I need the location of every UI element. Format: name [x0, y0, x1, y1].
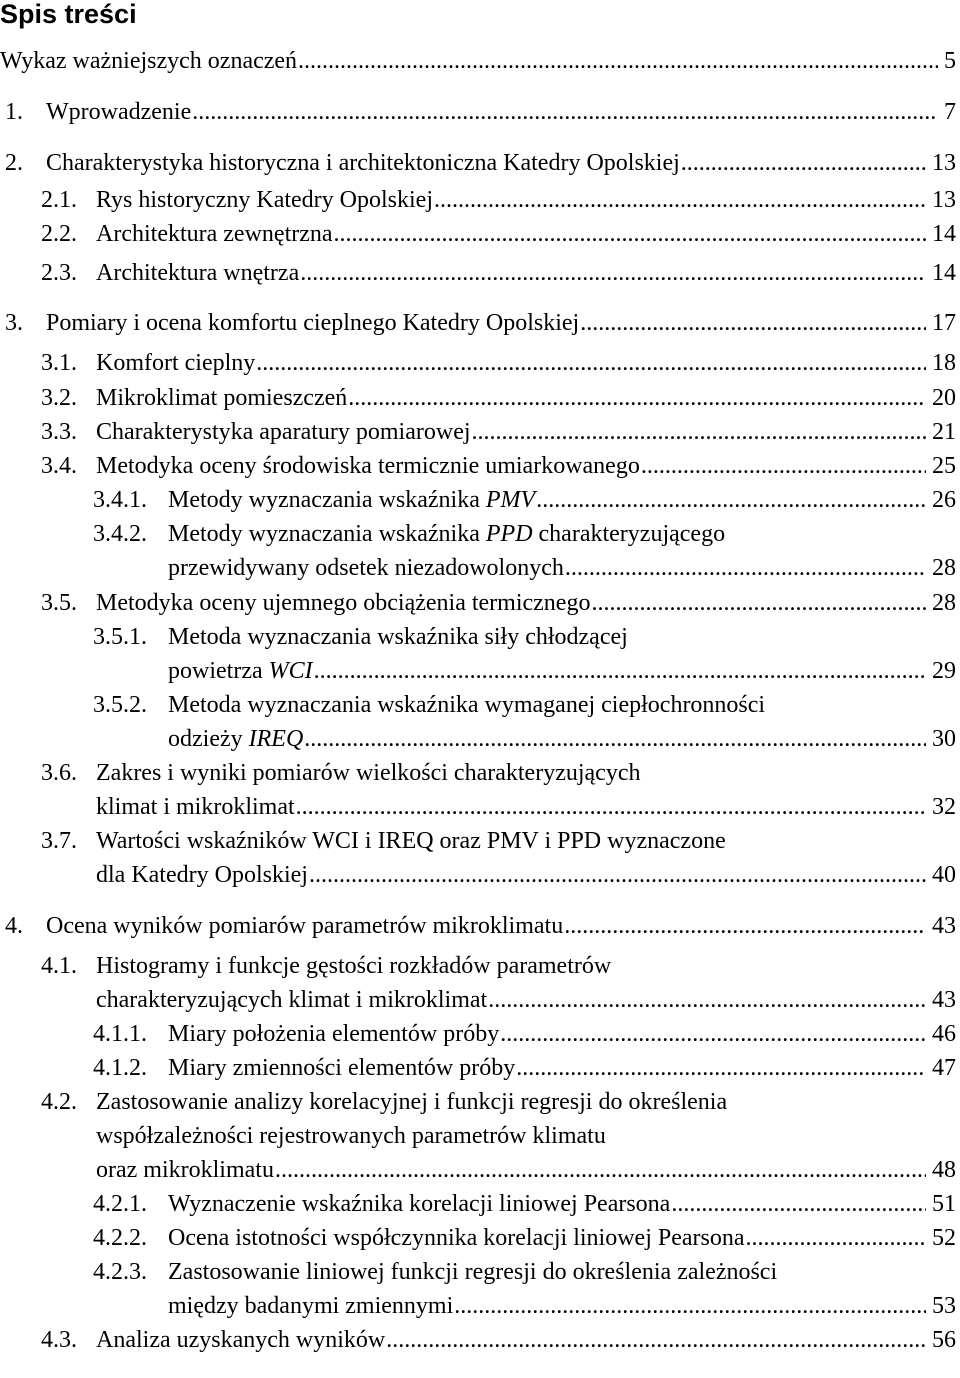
dot-leader: [536, 483, 926, 517]
toc-entry[interactable]: [0, 688, 956, 756]
toc-entry-title: [168, 517, 956, 585]
toc-entry[interactable]: [0, 949, 956, 1017]
toc-entry-number: 2.1.: [41, 187, 77, 213]
toc-entry-number: 4.1.2.: [93, 1055, 147, 1081]
toc-entry-number: 3.2.: [41, 385, 77, 411]
toc-entry-title-text: Ocena istotności współczynnika korelacji liniowej Pearsona: [168, 1225, 745, 1251]
toc-entry[interactable]: [0, 44, 956, 78]
toc-entry[interactable]: [0, 1221, 956, 1255]
toc-entry-title: [96, 824, 956, 892]
toc-entry-title-line: [168, 722, 956, 756]
toc-entry-title-text: Metoda wyznaczania wskaźnika wymaganej ciepłochronności: [168, 692, 766, 718]
toc-entry[interactable]: [0, 346, 956, 380]
toc-entry-title-line: [168, 517, 956, 551]
toc-entry-title: [168, 1051, 956, 1085]
toc-entry-title-text: Mikroklimat pomieszczeń: [96, 385, 348, 411]
toc-entry-title-line: [96, 1085, 956, 1119]
toc-entry-title: [46, 306, 956, 340]
toc-entry-number: 3.6.: [41, 760, 77, 786]
toc-entry-page-number: 5: [944, 48, 956, 74]
toc-entry[interactable]: [0, 1051, 956, 1085]
toc-entry-page-number: 18: [932, 350, 956, 376]
toc-entry-title-text: Histogramy i funkcje gęstości rozkładów parametrów: [96, 953, 612, 979]
toc-entry-title: [168, 1187, 956, 1221]
toc-entry[interactable]: [0, 1187, 956, 1221]
toc-entry-number: 4.1.: [41, 953, 77, 979]
toc-entry-title-text: odzieży IREQ: [168, 726, 304, 752]
toc-entry-number: 4.2.3.: [93, 1259, 147, 1285]
toc-entry[interactable]: [0, 909, 956, 943]
toc-entry[interactable]: [0, 1017, 956, 1051]
toc-entry-title: [0, 44, 956, 78]
toc-entry[interactable]: [0, 756, 956, 824]
toc-entry[interactable]: [0, 217, 956, 251]
toc-entry-title-text: Pomiary i ocena komfortu cieplnego Katedry Opolskiej: [46, 310, 580, 336]
toc-entry-number: 2.: [5, 150, 23, 176]
toc-entry-page-number: 26: [932, 487, 956, 513]
dot-leader: [671, 1187, 926, 1221]
toc-entry[interactable]: [0, 306, 956, 340]
toc-entry[interactable]: [0, 1255, 956, 1323]
toc-entry-page-number: 51: [932, 1191, 956, 1217]
toc-entry-title-line: [96, 756, 956, 790]
toc-entry-page-number: 13: [932, 187, 956, 213]
toc-entry[interactable]: [0, 415, 956, 449]
toc-entry-title-line: [168, 483, 956, 517]
toc-entry-page-number: 43: [932, 913, 956, 939]
toc-entry[interactable]: [0, 1323, 956, 1357]
dot-leader: [304, 722, 926, 756]
toc-entry-page-number: 21: [932, 419, 956, 445]
toc-entry-title-line: [46, 95, 956, 129]
toc-entry-title: [96, 949, 956, 1017]
toc-entry-number: 1.: [5, 99, 23, 125]
dot-leader: [348, 381, 926, 415]
toc-entry-number: 2.3.: [41, 260, 77, 286]
toc-entry-title: [96, 183, 956, 217]
toc-entry-number: 3.7.: [41, 828, 77, 854]
toc-entry-title: [168, 620, 956, 688]
toc-entry-title-text: przewidywany odsetek niezadowolonych: [168, 555, 564, 581]
toc-entry-page-number: 43: [932, 987, 956, 1013]
toc-entry-number: 4.2.: [41, 1089, 77, 1115]
toc-entry-title-text: Miary położenia elementów próby: [168, 1021, 500, 1047]
toc-entry-title: [96, 217, 956, 251]
toc-entry[interactable]: [0, 256, 956, 290]
toc-entry-title: [96, 1323, 956, 1357]
toc-entry-title-line: [96, 449, 956, 483]
dot-leader: [591, 586, 926, 620]
toc-entry-title-text: Wartości wskaźników WCI i IREQ oraz PMV i PPD wyznaczone: [96, 828, 726, 854]
toc-entry-title: [96, 256, 956, 290]
toc-entry[interactable]: [0, 620, 956, 688]
toc-entry-page-number: 40: [932, 862, 956, 888]
toc-entry-title-text: Wykaz ważniejszych oznaczeń: [0, 48, 298, 74]
dot-leader: [300, 256, 926, 290]
toc-entry-title-line: [168, 1289, 956, 1323]
toc-entry-title: [96, 449, 956, 483]
toc-entry-page-number: 48: [932, 1157, 956, 1183]
toc-entry-page-number: 14: [932, 260, 956, 286]
toc-entry-title: [168, 1017, 956, 1051]
dot-leader: [564, 909, 926, 943]
toc-entry-page-number: 47: [932, 1055, 956, 1081]
toc-entry-title: [96, 586, 956, 620]
toc-entry-title-line: [168, 1051, 956, 1085]
toc-entry-page-number: 28: [932, 555, 956, 581]
dot-leader: [434, 183, 926, 217]
toc-entry-title-line: [96, 586, 956, 620]
toc-entry-title: [46, 909, 956, 943]
dot-leader: [472, 415, 926, 449]
toc-entry-title-line: [96, 346, 956, 380]
toc-entry-title-line: [0, 44, 956, 78]
toc-entry-title: [96, 415, 956, 449]
dot-leader: [746, 1221, 926, 1255]
toc-entry-title-line: [96, 1153, 956, 1187]
toc-entry-page-number: 30: [932, 726, 956, 752]
toc-entry[interactable]: [0, 824, 956, 892]
dot-leader: [565, 551, 926, 585]
toc-entry-title-line: [168, 1187, 956, 1221]
toc-entry-title-text: Miary zmienności elementów próby: [168, 1055, 516, 1081]
toc-entry-page-number: 7: [944, 99, 956, 125]
toc-entry-title-text: powietrza WCI: [168, 658, 313, 684]
toc-entry-title-text: Metoda wyznaczania wskaźnika siły chłodzącej: [168, 624, 628, 650]
toc-entry[interactable]: [0, 381, 956, 415]
toc-entry-title-text: współzależności rejestrowanych parametrów klimatu: [96, 1123, 606, 1149]
dot-leader: [516, 1051, 926, 1085]
toc-entry-title-text: charakteryzujących klimat i mikroklimat: [96, 987, 488, 1013]
toc-entry-title-line: [168, 620, 956, 654]
toc-entry-title: [46, 95, 956, 129]
dot-leader: [256, 346, 926, 380]
dot-leader: [681, 146, 926, 180]
toc-entry-title-text: klimat i mikroklimat: [96, 794, 295, 820]
toc-entry-number: 4.2.1.: [93, 1191, 147, 1217]
toc-entry-title: [96, 381, 956, 415]
dot-leader: [500, 1017, 926, 1051]
dot-leader: [488, 983, 926, 1017]
toc-entry-title-line: [96, 790, 956, 824]
toc-entry-title-text: Metody wyznaczania wskaźnika PPD charakteryzującego: [168, 521, 726, 547]
toc-entry-number: 2.2.: [41, 221, 77, 247]
toc-entry-page-number: 13: [932, 150, 956, 176]
toc-entry-number: 4.1.1.: [93, 1021, 147, 1047]
toc-entry-page-number: 52: [932, 1225, 956, 1251]
toc-entry-title-line: [96, 256, 956, 290]
toc-entry-title-line: [168, 688, 956, 722]
toc-entry-title-line: [46, 146, 956, 180]
toc-entry-title-text: Charakterystyka historyczna i architektoniczna Katedry Opolskiej: [46, 150, 680, 176]
toc-entry-title: [96, 346, 956, 380]
toc-entry-page-number: 14: [932, 221, 956, 247]
toc-entry-title-text: oraz mikroklimatu: [96, 1157, 274, 1183]
toc-entry-title: [168, 1255, 956, 1323]
toc-entry-title: [168, 1221, 956, 1255]
toc-entry-title-line: [96, 183, 956, 217]
toc-entry-page-number: 17: [932, 310, 956, 336]
toc-entry-number: 3.5.2.: [93, 692, 147, 718]
toc-entry-page-number: 20: [932, 385, 956, 411]
toc-entry-number: 3.4.1.: [93, 487, 147, 513]
toc-entry[interactable]: [0, 586, 956, 620]
toc-entry-title-text: Komfort cieplny: [96, 350, 256, 376]
toc-entry-title-text: Metodyka oceny ujemnego obciążenia termicznego: [96, 590, 591, 616]
toc-entry-title-text: Zakres i wyniki pomiarów wielkości charakteryzujących: [96, 760, 641, 786]
toc-entry-number: 3.4.: [41, 453, 77, 479]
dot-leader: [309, 858, 926, 892]
toc-entry-page-number: 25: [932, 453, 956, 479]
toc-entry-title: [46, 146, 956, 180]
toc-entry-page-number: 46: [932, 1021, 956, 1047]
toc-entry-title-line: [96, 824, 956, 858]
toc-entry-title-line: [96, 381, 956, 415]
toc-entry-title: [96, 1085, 956, 1187]
toc-entry-title: [168, 483, 956, 517]
toc-entry-title-text: Metody wyznaczania wskaźnika PMV: [168, 487, 536, 513]
toc-entry-title-text: Wyznaczenie wskaźnika korelacji liniowej Pearsona: [168, 1191, 671, 1217]
toc-entry-page-number: 53: [932, 1293, 956, 1319]
dot-leader: [334, 217, 926, 251]
toc-entry[interactable]: [0, 183, 956, 217]
toc-entry-title-line: [96, 1119, 956, 1153]
toc-entry-title-text: Architektura wnętrza: [96, 260, 300, 286]
toc-entry[interactable]: [0, 483, 956, 517]
toc-entry-title-line: [96, 983, 956, 1017]
toc-entry[interactable]: [0, 517, 956, 585]
dot-leader: [641, 449, 926, 483]
toc-entry-title-text: dla Katedry Opolskiej: [96, 862, 308, 888]
toc-entry[interactable]: [0, 146, 956, 180]
toc-entry-title-text: Architektura zewnętrzna: [96, 221, 333, 247]
toc-entry-title-line: [168, 551, 956, 585]
toc-entry-title-text: Ocena wyników pomiarów parametrów mikroklimatu: [46, 913, 564, 939]
toc-entry-number: 3.1.: [41, 350, 77, 376]
toc-entry-title-text: Zastosowanie liniowej funkcji regresji do określenia zależności: [168, 1259, 778, 1285]
toc-entry-number: 4.: [5, 913, 23, 939]
dot-leader: [298, 44, 938, 78]
toc-entry-title-text: Metodyka oceny środowiska termicznie umiarkowanego: [96, 453, 640, 479]
toc-entry-page-number: 56: [932, 1327, 956, 1353]
toc-entry-page-number: 29: [932, 658, 956, 684]
dot-leader: [386, 1323, 926, 1357]
toc-entry-title-text: Charakterystyka aparatury pomiarowej: [96, 419, 471, 445]
toc-entry-title-line: [168, 654, 956, 688]
toc-entry-title-line: [96, 949, 956, 983]
toc-entry[interactable]: [0, 95, 956, 129]
toc-entry-title-line: [96, 858, 956, 892]
toc-entry-title-line: [96, 1323, 956, 1357]
toc-entry-number: 3.: [5, 310, 23, 336]
toc-entry-title-line: [46, 909, 956, 943]
toc-entry-title-line: [46, 306, 956, 340]
toc-entry-title-text: Zastosowanie analizy korelacyjnej i funkcji regresji do określenia: [96, 1089, 728, 1115]
toc-entry-title-line: [96, 415, 956, 449]
toc-entry-title: [96, 756, 956, 824]
toc-entry-page-number: 28: [932, 590, 956, 616]
toc-entry-number: 4.3.: [41, 1327, 77, 1353]
page-title: Spis treści: [0, 0, 137, 29]
toc-entry-title-text: Wprowadzenie: [46, 99, 192, 125]
toc-entry-title-line: [168, 1221, 956, 1255]
dot-leader: [192, 95, 938, 129]
toc-entry-number: 3.5.1.: [93, 624, 147, 650]
dot-leader: [314, 654, 926, 688]
dot-leader: [580, 306, 926, 340]
toc-entry-page-number: 32: [932, 794, 956, 820]
toc-entry-title-line: [168, 1255, 956, 1289]
toc-entry-title-line: [168, 1017, 956, 1051]
toc-entry-title-line: [96, 217, 956, 251]
toc-entry-number: 3.5.: [41, 590, 77, 616]
toc-entry[interactable]: [0, 1085, 956, 1187]
toc-entry[interactable]: [0, 449, 956, 483]
toc-entry-number: 3.4.2.: [93, 521, 147, 547]
toc-entry-title-text: Analiza uzyskanych wyników: [96, 1327, 386, 1353]
toc-entry-number: 3.3.: [41, 419, 77, 445]
dot-leader: [275, 1153, 926, 1187]
toc-entry-number: 4.2.2.: [93, 1225, 147, 1251]
dot-leader: [296, 790, 926, 824]
toc-entry-title-text: Rys historyczny Katedry Opolskiej: [96, 187, 433, 213]
toc-entry-title-text: między badanymi zmiennymi: [168, 1293, 454, 1319]
dot-leader: [454, 1289, 926, 1323]
toc-entry-title: [168, 688, 956, 756]
